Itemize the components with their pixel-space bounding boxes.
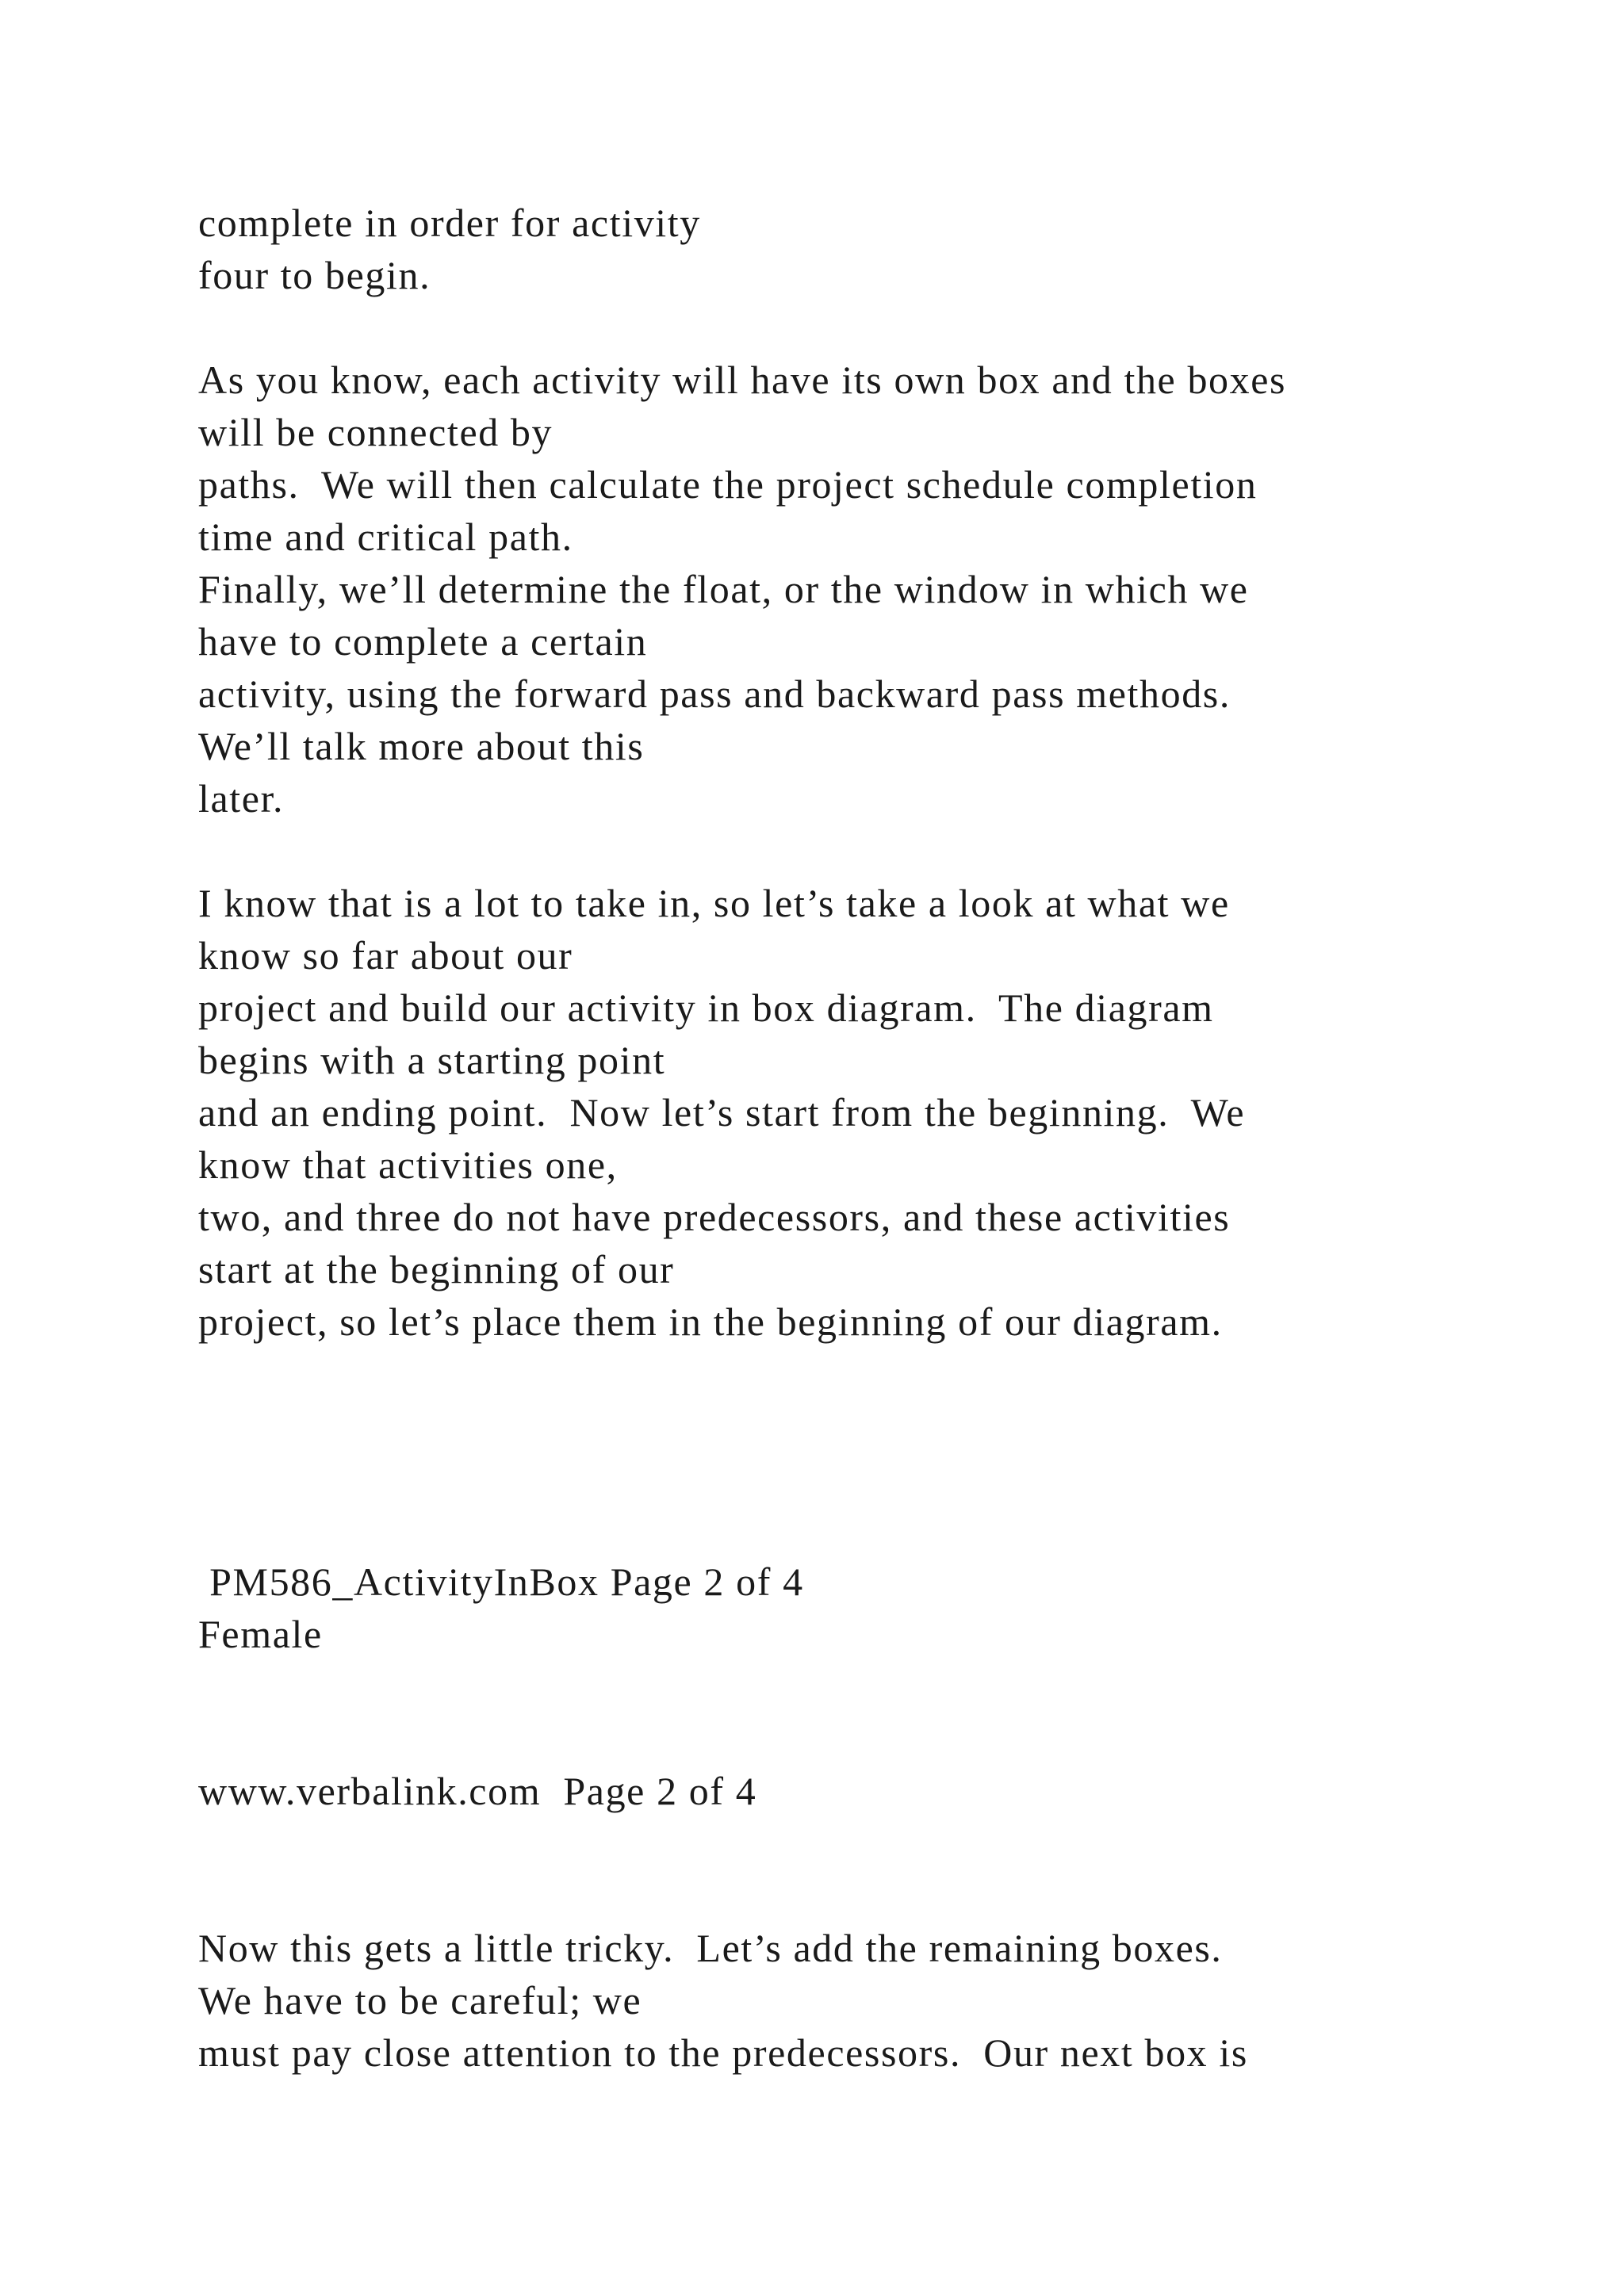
text-line: will be connected by bbox=[198, 410, 553, 454]
text-line: paths. We will then calculate the project schedule completion bbox=[198, 462, 1258, 507]
page-header-title: PM586_ActivityInBox Page 2 of 4 bbox=[198, 1559, 804, 1604]
speaker-label: Female bbox=[198, 1612, 323, 1656]
text-line: project, so let’s place them in the beginning of our diagram. bbox=[198, 1299, 1223, 1344]
text-line: We have to be careful; we bbox=[198, 1978, 642, 2022]
text-line: start at the beginning of our bbox=[198, 1247, 675, 1292]
text-line: time and critical path. bbox=[198, 515, 573, 559]
text-line: Now this gets a little tricky. Let’s add the remaining boxes. bbox=[198, 1926, 1223, 1970]
text-line: know that activities one, bbox=[198, 1142, 618, 1187]
text-line: four to begin. bbox=[198, 253, 431, 297]
text-line: and an ending point. Now let’s start from the beginning. We bbox=[198, 1090, 1246, 1135]
text-line: must pay close attention to the predecessors. Our next box is bbox=[198, 2030, 1248, 2075]
page-footer: www.verbalink.com Page 2 of 4 bbox=[198, 1769, 757, 1813]
text-line: We’ll talk more about this bbox=[198, 724, 645, 768]
text-line: I know that is a lot to take in, so let’s take a look at what we bbox=[198, 881, 1230, 925]
text-line: complete in order for activity bbox=[198, 201, 701, 245]
text-line: have to complete a certain bbox=[198, 619, 648, 664]
text-line: two, and three do not have predecessors, and these activities bbox=[198, 1195, 1231, 1239]
text-line: know so far about our bbox=[198, 933, 573, 978]
text-line: activity, using the forward pass and backward pass methods. bbox=[198, 672, 1231, 716]
text-line: As you know, each activity will have its own box and the boxes bbox=[198, 358, 1287, 402]
text-line: Finally, we’ll determine the float, or the window in which we bbox=[198, 567, 1249, 611]
text-line: begins with a starting point bbox=[198, 1038, 666, 1082]
text-line: project and build our activity in box diagram. The diagram bbox=[198, 985, 1214, 1030]
text-line: later. bbox=[198, 776, 285, 821]
